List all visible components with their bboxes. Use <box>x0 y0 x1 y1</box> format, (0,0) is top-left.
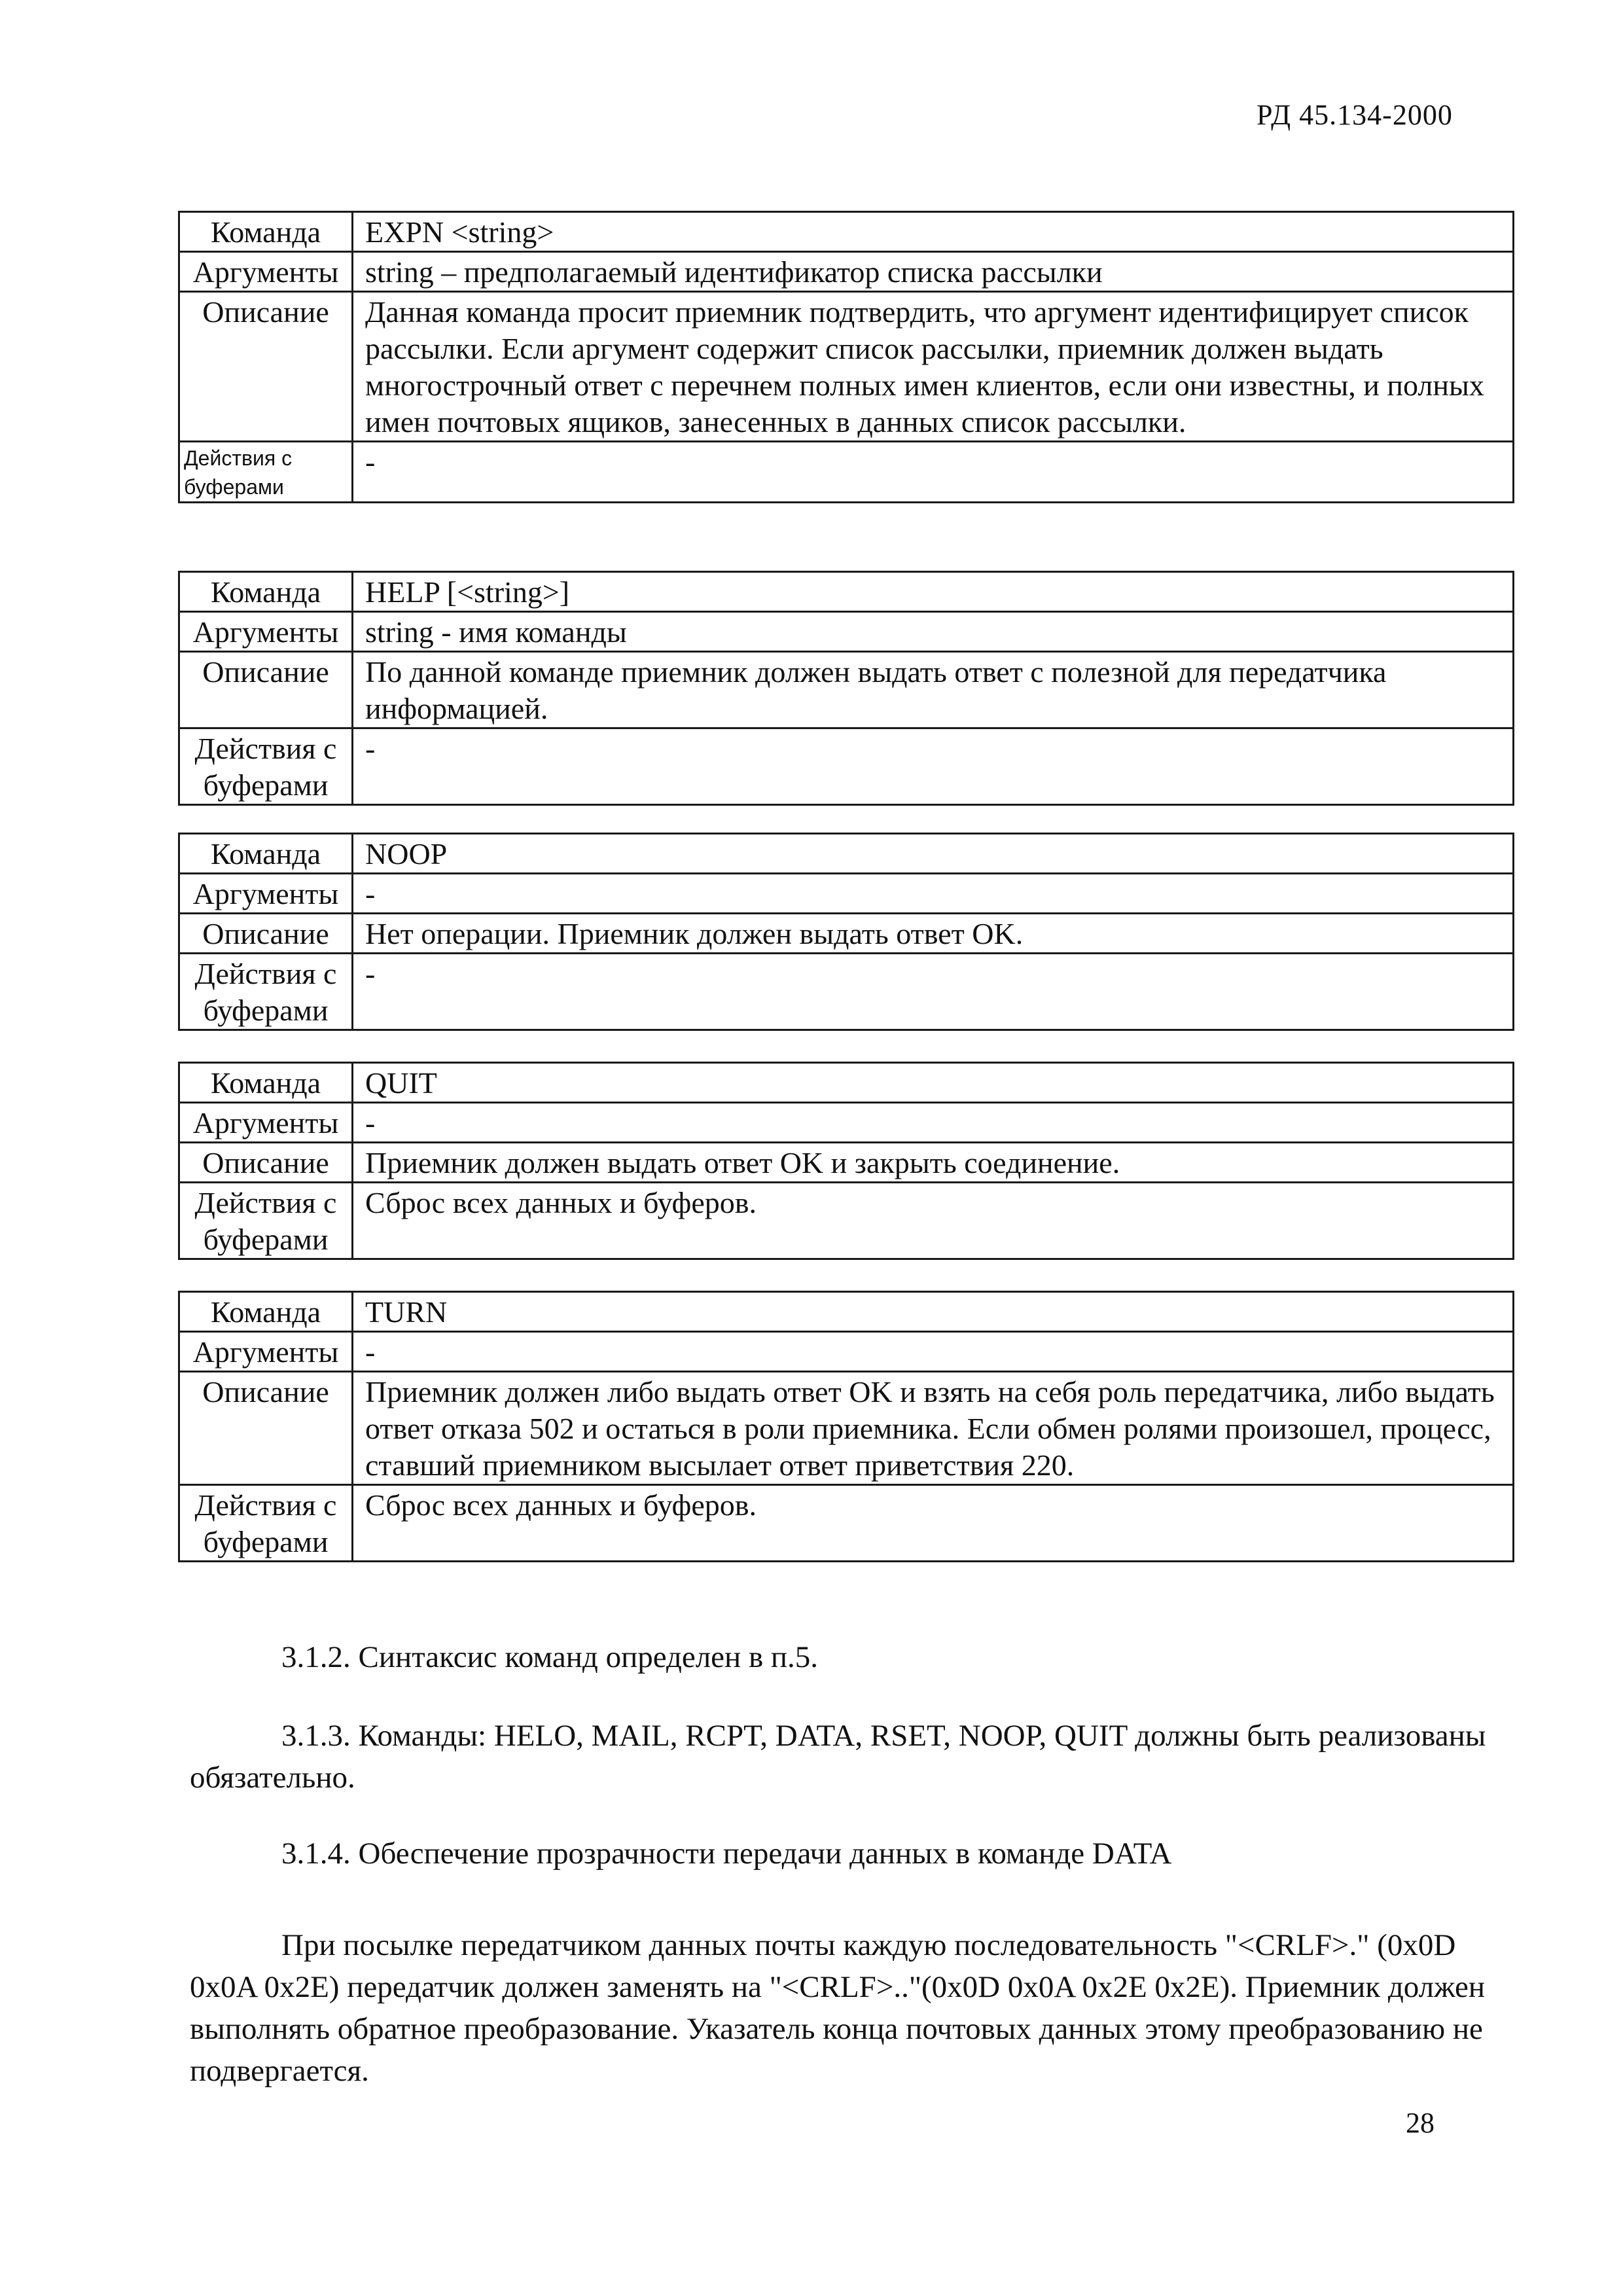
command-table-noop <box>178 833 1514 1031</box>
row-label: Аргументы <box>179 1332 353 1372</box>
table-row <box>179 252 1514 292</box>
paragraph-3-1-2: 3.1.2. Синтаксис команд определен в п.5. <box>281 1640 819 1674</box>
command-table-help <box>178 571 1514 806</box>
row-value: EXPN <string> <box>353 212 1514 252</box>
row-value: HELP [<string>] <box>353 572 1514 612</box>
row-label: Команда <box>179 572 353 612</box>
row-value: - <box>353 1332 1514 1372</box>
paragraph-transparency: При посылке передатчиком данных почты каждую последовательность "<CRLF>." (0x0D 0x0A 0x2E) передатчик должен заменять на "<CRLF>.."(0x0D 0x0A 0x2E 0x2E). Приемник должен выполнять обратное преобразование. Указатель конца почтовых данных этому преобразованию не подвергается. <box>190 1928 1485 2088</box>
row-value: Приемник должен либо выдать ответ OK и взять на себя роль передатчика, либо выдать ответ отказа 502 и остаться в роли приемника. Если обмен ролями произошел, процесс, ставший приемником высылает ответ приветствия 220. <box>353 1372 1514 1485</box>
table-row <box>179 572 1514 612</box>
table-row <box>179 1332 1514 1372</box>
row-label: Описание <box>179 1372 353 1485</box>
table-row <box>179 292 1514 442</box>
table-row <box>179 954 1514 1030</box>
row-label: Команда <box>179 834 353 874</box>
row-value: Приемник должен выдать ответ OK и закрыть соединение. <box>353 1143 1514 1183</box>
page-number: 28 <box>1406 2107 1435 2139</box>
row-label: Действия с буферами <box>179 1485 353 1562</box>
row-value: - <box>353 954 1514 1030</box>
command-table-expn <box>178 211 1514 503</box>
row-label: Команда <box>179 1063 353 1103</box>
paragraph-3-1-3: 3.1.3. Команды: HELO, MAIL, RCPT, DATA, RSET, NOOP, QUIT должны быть реализованы обязательно. <box>190 1719 1486 1795</box>
table-row <box>179 212 1514 252</box>
row-label: Действия с буферами <box>179 728 353 805</box>
paragraph-3-1-4: 3.1.4. Обеспечение прозрачности передачи данных в команде DATA <box>281 1837 1172 1871</box>
row-value: Нет операции. Приемник должен выдать ответ OK. <box>353 914 1514 954</box>
row-value: - <box>353 874 1514 914</box>
table-row <box>179 1143 1514 1183</box>
row-label: Действия с буферами <box>179 954 353 1030</box>
row-label: Описание <box>179 652 353 728</box>
command-table-turn <box>178 1291 1514 1562</box>
row-value: - <box>353 442 1514 503</box>
row-label: Аргументы <box>179 252 353 292</box>
table-row <box>179 914 1514 954</box>
row-value: Сброс всех данных и буферов. <box>353 1485 1514 1562</box>
row-label: Описание <box>179 914 353 954</box>
row-label: Аргументы <box>179 1103 353 1143</box>
document-id: РД 45.134-2000 <box>1257 99 1453 131</box>
table-row <box>179 1372 1514 1485</box>
row-label: Команда <box>179 212 353 252</box>
table-row <box>179 1183 1514 1259</box>
row-value: TURN <box>353 1292 1514 1332</box>
row-value: string - имя команды <box>353 612 1514 652</box>
row-label: Действия с буферами <box>179 1183 353 1259</box>
row-value: Сброс всех данных и буферов. <box>353 1183 1514 1259</box>
row-value: NOOP <box>353 834 1514 874</box>
row-label: Команда <box>179 1292 353 1332</box>
row-value: - <box>353 728 1514 805</box>
row-label: Описание <box>179 1143 353 1183</box>
table-row <box>179 1292 1514 1332</box>
table-row <box>179 1485 1514 1562</box>
row-label: Действия с буферами <box>179 442 353 503</box>
row-label: Аргументы <box>179 612 353 652</box>
row-label: Описание <box>179 292 353 442</box>
table-row <box>179 652 1514 728</box>
row-value: По данной команде приемник должен выдать ответ с полезной для передатчика информацией. <box>353 652 1514 728</box>
table-row <box>179 1103 1514 1143</box>
row-value: QUIT <box>353 1063 1514 1103</box>
row-value: - <box>353 1103 1514 1143</box>
table-row <box>179 874 1514 914</box>
table-row <box>179 442 1514 503</box>
command-table-quit <box>178 1062 1514 1260</box>
table-row <box>179 612 1514 652</box>
row-value: Данная команда просит приемник подтвердить, что аргумент идентифицирует список рассылки. Если аргумент содержит список рассылки, приемник должен выдать многострочный ответ с перечнем полных имен клиентов, если они известны, и полных имен почтовых ящиков, занесенных в данных список рассылки. <box>353 292 1514 442</box>
table-row <box>179 728 1514 805</box>
row-value: string – предполагаемый идентификатор списка рассылки <box>353 252 1514 292</box>
row-label: Аргументы <box>179 874 353 914</box>
table-row <box>179 1063 1514 1103</box>
table-row <box>179 834 1514 874</box>
